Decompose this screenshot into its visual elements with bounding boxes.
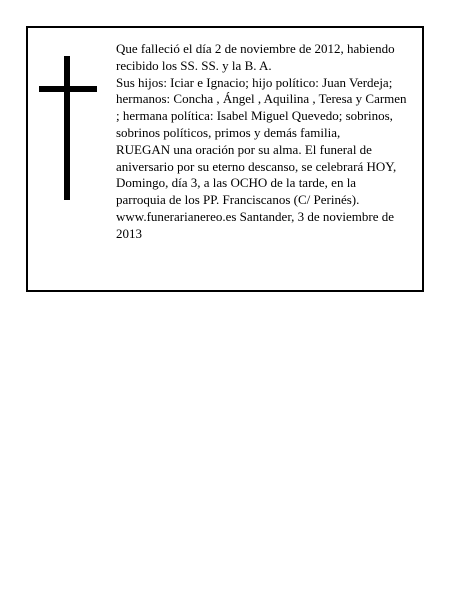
notice-line: aniversario por su eterno descanso, se celebrará HOY, [116, 158, 397, 174]
notice-line: RUEGAN una oración por su alma. El funeral de [116, 141, 372, 157]
notice-line: 2013 [116, 225, 142, 241]
notice-text [116, 41, 426, 243]
notice-line: hermanos: Concha , Ángel , Aquilina , Teresa y Carmen [116, 91, 407, 107]
obituary-notice [26, 26, 424, 292]
notice-line: Domingo, día 3, a las OCHO de la tarde, en la [116, 175, 357, 191]
notice-line: recibido los SS. SS. y la B. A. [116, 57, 272, 73]
notice-line: parroquia de los PP. Franciscanos (C/ Perinés). [116, 192, 360, 208]
notice-line: Sus hijos: Iciar e Ignacio; hijo político: Juan Verdeja; [116, 74, 393, 90]
notice-line: www.funerarianereo.es Santander, 3 de noviembre de [116, 208, 395, 224]
notice-line: sobrinos políticos, primos y demás familia, [116, 124, 341, 140]
notice-line: ; hermana política: Isabel Miguel Quevedo; sobrinos, [116, 108, 393, 124]
notice-line: Que falleció el día 2 de noviembre de 2012, habiendo [116, 41, 395, 56]
cross-vertical-bar [64, 56, 70, 200]
cross-horizontal-bar [39, 86, 97, 92]
cross-icon [39, 56, 97, 200]
